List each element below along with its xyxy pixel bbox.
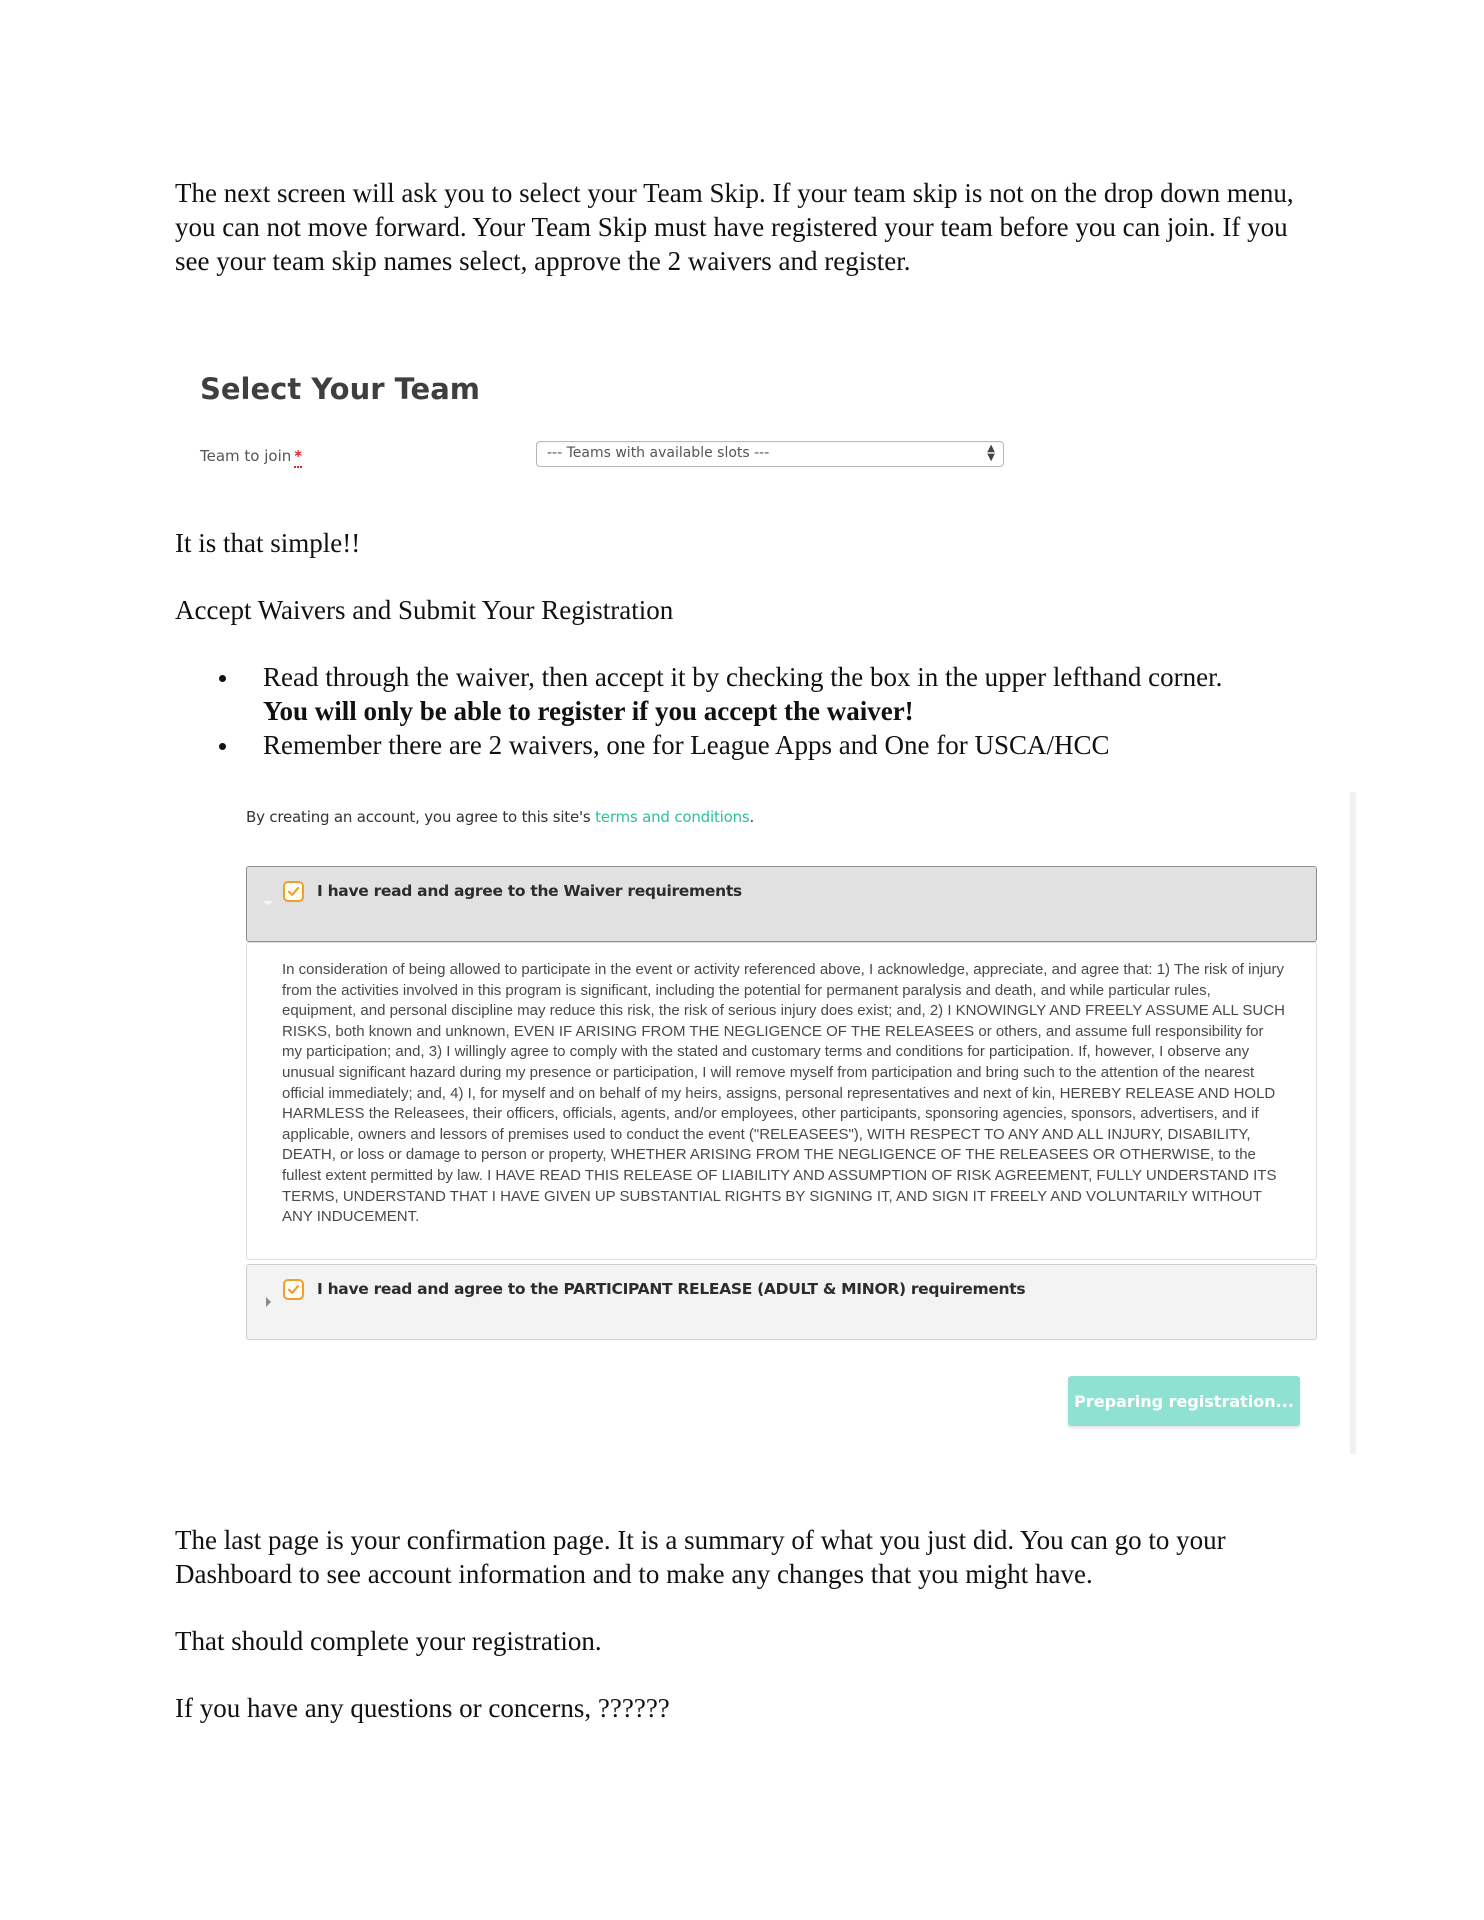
- caret-right-icon[interactable]: [266, 1297, 271, 1307]
- waiver-heading: Accept Waivers and Submit Your Registration: [175, 595, 674, 625]
- waiver-1-title: I have read and agree to the Waiver requirements: [317, 882, 742, 900]
- bullet-2-text: Remember there are 2 waivers, one for League Apps and One for USCA/HCC: [263, 730, 1110, 760]
- terms-link[interactable]: terms and conditions: [595, 808, 750, 826]
- required-marker: *: [294, 447, 303, 465]
- terms-notice: [246, 808, 754, 826]
- team-to-join-label: [200, 447, 302, 465]
- bullet-1-text: Read through the waiver, then accept it by checking the box in the upper lefthand corner.: [263, 662, 1223, 692]
- screenshot-edge: [1350, 792, 1356, 1454]
- questions-text: If you have any questions or concerns, ??????: [175, 1693, 670, 1723]
- terms-prefix: By creating an account, you agree to this site's: [246, 808, 596, 826]
- bullet-icon: [219, 675, 226, 682]
- complete-text: That should complete your registration.: [175, 1626, 602, 1656]
- checkmark-icon: [287, 1283, 300, 1296]
- select-team-title: Select Your Team: [200, 372, 481, 406]
- checkmark-icon: [287, 885, 300, 898]
- simple-text: It is that simple!!: [175, 528, 361, 558]
- waiver-1-header[interactable]: [246, 866, 1317, 942]
- list-item: [175, 660, 1325, 728]
- intro-paragraph: The next screen will ask you to select your Team Skip. If your team skip is not on the drop down menu, you can not move forward. Your Team Skip must have registered your team before you can join. If you see your team skip names select, approve the 2 waivers and register.: [175, 178, 1294, 276]
- team-select-dropdown[interactable]: [536, 441, 1004, 467]
- preparing-registration-button[interactable]: Preparing registration...: [1068, 1376, 1300, 1426]
- list-item: [175, 728, 1325, 762]
- select-arrows-icon: ▲ ▼: [987, 443, 995, 463]
- confirmation-paragraph: The last page is your confirmation page. It is a summary of what you just did. You can go to your Dashboard to see account information and to make any changes that you might have.: [175, 1525, 1226, 1589]
- instructions-list: [175, 660, 1325, 762]
- waiver-1-body: In consideration of being allowed to participate in the event or activity referenced above, I acknowledge, appreciate, and agree that: 1) The risk of injury from the activities involved in this program is significant, including the potential for permanent paralysis and death, and while particular rules, equipment, and personal discipline may reduce this risk, the risk of serious injury does exist; and, 2) I KNOWINGLY AND FREELY ASSUME ALL SUCH RISKS, both known and unknown, EVEN IF ARISING FROM THE NEGLIGENCE OF THE RELEASEES or others, and assume full responsibility for my participation; and, 3) I willingly agree to comply with the stated and customary terms and conditions for participation. If, however, I observe any unusual significant hazard during my presence or participation, I will remove myself from participation and bring such to the attention of the nearest official immediately; and, 4) I, for myself and on behalf of my heirs, assigns, personal representatives and next of kin, HEREBY RELEASE AND HOLD HARMLESS the Releasees, their officers, officials, agents, and/or employees, other participants, sponsoring agencies, sponsors, advertisers, and if applicable, owners and lessors of premises used to conduct the event ("RELEASEES"), WITH RESPECT TO ANY AND ALL INJURY, DISABILITY, DEATH, or loss or damage to person or property, WHETHER ARISING FROM THE NEGLIGENCE OF THE RELEASEES OR OTHERWISE, to the fullest extent permitted by law. I HAVE READ THIS RELEASE OF LIABILITY AND ASSUMPTION OF RISK AGREEMENT, FULLY UNDERSTAND ITS TERMS, UNDERSTAND THAT I HAVE GIVEN UP SUBSTANTIAL RIGHTS BY SIGNING IT, AND SIGN IT FREELY AND VOLUNTARILY WITHOUT ANY INDUCEMENT.: [246, 942, 1317, 1260]
- waiver-2-checkbox[interactable]: [283, 1279, 304, 1300]
- bullet-1-bold: You will only be able to register if you accept the waiver!: [263, 696, 914, 726]
- waiver-2-header[interactable]: [246, 1264, 1317, 1340]
- team-to-join-text: Team to join: [200, 447, 292, 465]
- terms-suffix: .: [749, 808, 755, 826]
- caret-down-icon[interactable]: [263, 901, 273, 906]
- bullet-icon: [219, 743, 226, 750]
- team-select-value: --- Teams with available slots ---: [547, 445, 770, 461]
- waiver-2-title: I have read and agree to the PARTICIPANT RELEASE (ADULT & MINOR) requirements: [317, 1280, 1026, 1298]
- waiver-1-checkbox[interactable]: [283, 881, 304, 902]
